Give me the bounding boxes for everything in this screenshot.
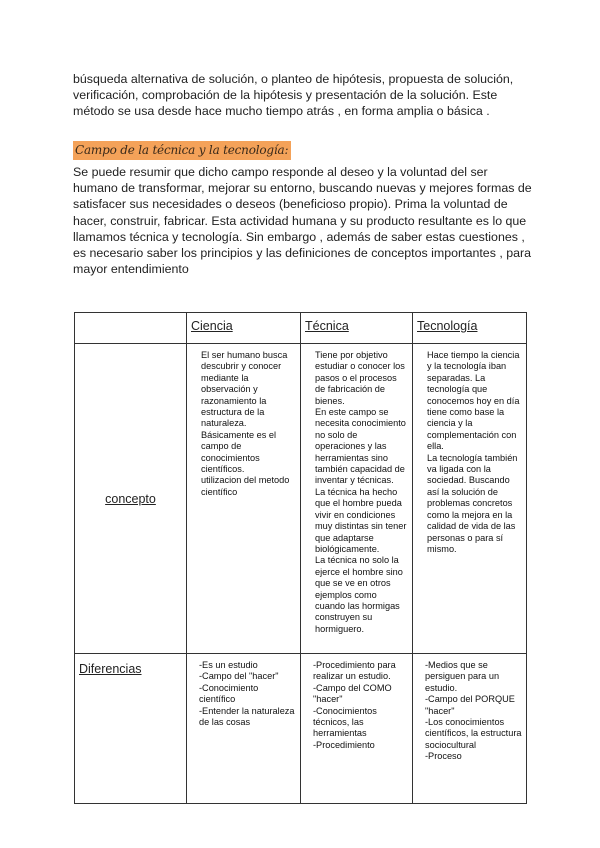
cell-concepto-tecnica: Tiene por objetivo estudiar o conocer los pasos o el procesos de fabricación de bienes. En este campo se necesita conocimiento no solo de operaciones y las herramientas sino también capacidad de inventar y técnicas. La técnica ha hecho que el hombre pueda vivir en condiciones muy distintas sin tener que adaptarse biológicamente. La técnica no solo la ejerce el hombre sino que se ve en otros ejemplos como cuando las hormigas construyen su hormiguero. [301,344,413,654]
header-ciencia: Ciencia [187,313,301,344]
comparison-table [74,312,527,804]
table-row-diferencias [75,654,527,804]
row-label-concepto: concepto [75,344,187,654]
header-tecnica: Técnica [301,313,413,344]
table-header-row [75,313,527,344]
cell-concepto-ciencia: El ser humano busca descubrir y conocer mediante la observación y razonamiento la estructura de la naturaleza. Básicamente es el campo de conocimientos científicos. utilizacion del metodo científico [187,344,301,654]
header-empty [75,313,187,344]
cell-diferencias-tecnologia: -Medios que se persiguen para un estudio. -Campo del PORQUE "hacer" -Los conocimientos científicos, la estructura sociocultural -Proceso [413,654,527,804]
row-label-diferencias: Diferencias [75,654,187,804]
intro-paragraph: búsqueda alternativa de solución, o planteo de hipótesis, propuesta de solución, verificación, comprobación de la hipótesis y presentación de la solución. Este método se usa desde hace mucho tiempo atrás , en forma amplia o básica . [73,72,514,119]
cell-diferencias-ciencia: -Es un estudio -Campo del "hacer" -Conocimiento científico -Entender la naturaleza de las cosas [187,654,301,804]
cell-diferencias-tecnica: -Procedimiento para realizar un estudio. -Campo del COMO "hacer" -Conocimientos técnicos, las herramientas -Procedimiento [301,654,413,804]
section-heading: Campo de la técnica y la tecnología: [73,141,291,160]
section-body-paragraph: Se puede resumir que dicho campo responde al deseo y la voluntad del ser humano de transformar, mejorar su entorno, buscando nuevas y mejores formas de satisfacer sus necesidades o deseos (beneficioso propio). Prima la voluntad de hacer, construir, fabricar. Esta actividad humana y su producto resultante es lo que llamamos técnica y tecnología. Sin embargo , además de saber estas cuestiones , es necesario saber los principios y las definiciones de conceptos importantes , para mayor entendimiento [73,165,532,277]
cell-concepto-tecnologia: Hace tiempo la ciencia y la tecnología iban separadas. La tecnología que conocemos hoy en día tiene como base la ciencia y la complementación con ella. La tecnología también va ligada con la sociedad. Buscando así la solución de problemas concretos como la mejora en la calidad de vida de las personas o para sí mismo. [413,344,527,654]
header-tecnologia: Tecnología [413,313,527,344]
section-heading-wrap [73,141,291,160]
table-row-concepto [75,344,527,654]
